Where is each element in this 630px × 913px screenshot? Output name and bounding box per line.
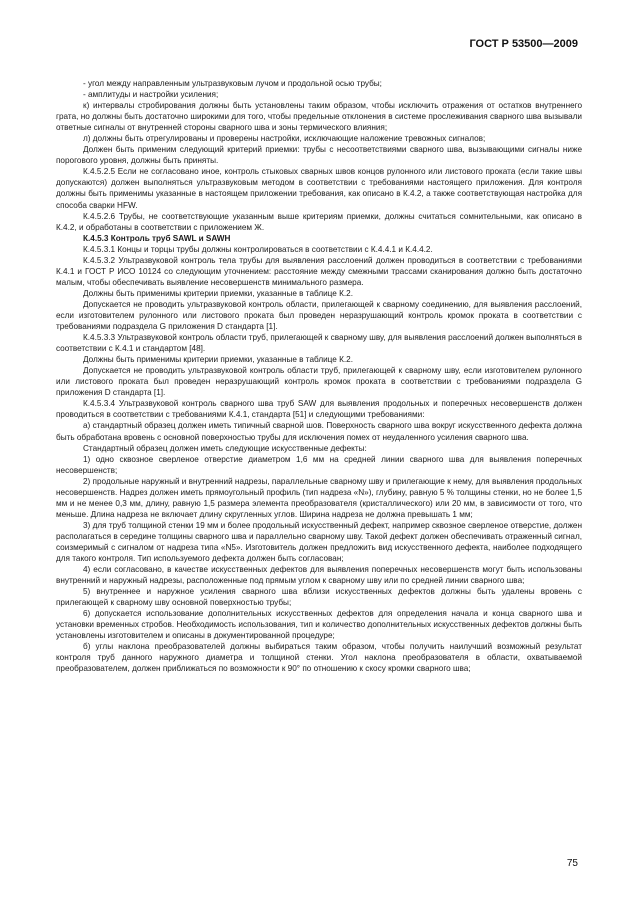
paragraph: К.4.5.3.1 Концы и торцы трубы должны контролироваться в соответствии с К.4.4.1 и К.4.4.2. <box>83 244 433 254</box>
paragraph: Допускается не проводить ультразвуковой контроль области, прилегающей к сварному соединению, для выявления расслоений, если изготовителем рулонного или листового проката был проведен неразрушающий контроль кромок проката в соответствии с требованиями подраздела G приложения D стандарта [1]. <box>56 299 582 332</box>
paragraph: К.4.5.3.2 Ультразвуковой контроль тела трубы для выявления расслоений должен проводиться в соответствии с требованиями К.4.1 и ГОСТ Р ИСО 10124 со следующим уточнением: расстояние между смежными трассами сканирования должно быть достаточно малым, чтобы обеспечивать выявление несовершенств минимального размера. <box>56 255 582 287</box>
paragraph: - угол между направленным ультразвуковым лучом и продольной осью трубы; <box>83 79 382 88</box>
paragraph: К.4.5.3.4 Ультразвуковой контроль сварного шва труб SAW для выявления продольных и поперечных несовершенств должен проводиться в соответствии с требованиями К.4.1, стандарта [51] и следующими требованиями: <box>56 399 582 420</box>
paragraph: 4) если согласовано, в качестве искусственных дефектов для выявления поперечных несовершенств могут быть использованы внутренний и наружный надрезы, расположенные под прямым углом к сварному шву или по средней линии сварного шва; <box>56 565 582 586</box>
paragraph: Допускается не проводить ультразвуковой контроль области труб, прилегающей к сварному шву, если изготовителем рулонного или листового проката был проведен неразрушающий контроль кромок проката в соответствии с требованиями подраздела G приложения D стандарта [1]. <box>56 366 582 398</box>
paragraph: б) углы наклона преобразователей должны выбираться таким образом, чтобы получить наилучший возможный результат контроля труб данного наружного диаметра и толщиной стенки. Угол наклона преобразователя в области, охватываемой преобразователем, должен приближаться по возможности к 90° по отношению к скосу кромки сварного шва; <box>56 642 582 674</box>
paragraph: Должен быть применим следующий критерий приемки: трубы с несоответствиями сварного шва, вызывающими сигналы ниже порогового уровня, должны быть приняты. <box>56 145 582 166</box>
paragraph: Должны быть применимы критерии приемки, указанные в таблице К.2. <box>83 355 353 365</box>
paragraph: К.4.5.3.3 Ультразвуковой контроль области труб, прилегающей к сварному шву, для выявления расслоений должен выполняться в соответствии с К.4.1 и стандартом [48]. <box>56 333 582 354</box>
section-heading: К.4.5.3 Контроль труб SAWL и SAWH <box>83 233 231 243</box>
paragraph: - амплитуды и настройки усиления; <box>83 90 219 100</box>
paragraph: 1) одно сквозное сверленое отверстие диаметром 1,6 мм на средней линии сварного шва для выявления поперечных несовершенств; <box>56 454 582 475</box>
paragraph: л) должны быть отрегулированы и проверены настройки, исключающие наложение тревожных сигналов; <box>83 134 486 144</box>
paragraph: 5) внутреннее и наружное усиления сварного шва вблизи искусственных дефектов должны быть удалены вровень с прилегающей к сварному шву основной поверхностью трубы; <box>56 587 582 608</box>
paragraph: К.4.5.2.5 Если не согласовано иное, контроль стыковых сварных швов концов рулонного или листового проката (если такие швы допускаются) должен выполняться ультразвуковым методом в соответствии с требованиями настоящего приложения. Для контроля должны быть применимы указанные в настоящем приложении требования, как описано в К.4.2, а также соответствующая настройка для способа сварки HFW. <box>56 167 582 210</box>
paragraph: 6) допускается использование дополнительных искусственных дефектов для определения начала и конца сварного шва и установки временных стробов. Необходимость использования, тип и количество дополнительных искусственных дефектов должны быть установлены изготовителем и описаны в документированной процедуре; <box>56 609 582 641</box>
standard-header: ГОСТ Р 53500—2009 <box>469 38 578 50</box>
paragraph: Должны быть применимы критерии приемки, указанные в таблице К.2. <box>83 288 353 298</box>
paragraph: 3) для труб толщиной стенки 19 мм и более продольный искусственный дефект, например сквозное сверленое отверстие, должен располагаться в середине толщины сварного шва и параллельно сварному шву. Такой дефект должен обеспечивать отраженный сигнал, соизмеримый с сигналом от надреза типа «N5». Изготовитель должен предложить вид искусственного дефекта, наиболее подходящего для такого контроля. Тип используемого дефекта должен быть согласован; <box>56 520 582 564</box>
paragraph: 2) продольные наружный и внутренний надрезы, параллельные сварному шву и прилегающие к нему, для выявления продольных несовершенств. Надрез должен иметь прямоугольный профиль (тип надреза «N»), глубину, равную 5 % толщины стенки, но не более 1,5 мм и не менее 0,3 мм, длину, равную 1,5 размера элемента преобразователя (кристаллического) или 20 мм, в зависимости от того, что меньше. Длина надреза не включает длину скругленных углов. Ширина надреза не должна превышать 1 мм; <box>56 476 582 519</box>
paragraph: Стандартный образец должен иметь следующие искусственные дефекты: <box>83 443 367 453</box>
paragraph: к) интервалы стробирования должны быть установлены таким образом, чтобы исключить отражения от остатков внутреннего грата, но должны быть достаточно широкими для того, чтобы предельные отклонения в системе прослеживания сварного шва вызывали ответные сигналы от внутренней стороны сварного шва и зоны термического влияния; <box>56 101 582 133</box>
paragraph: а) стандартный образец должен иметь типичный сварной шов. Поверхность сварного шва вокруг искусственного дефекта должна быть обработана вровень с основной поверхностью трубы для исключения помех от неудаленного усиления сварного шва. <box>56 421 582 442</box>
document-body <box>56 78 582 675</box>
page-number: 75 <box>566 858 578 869</box>
paragraph: К.4.5.2.6 Трубы, не соответствующие указанным выше критериям приемки, должны считаться сомнительными, как описано в К.4.2, и обработаны в соответствии с приложением Ж. <box>56 211 582 232</box>
